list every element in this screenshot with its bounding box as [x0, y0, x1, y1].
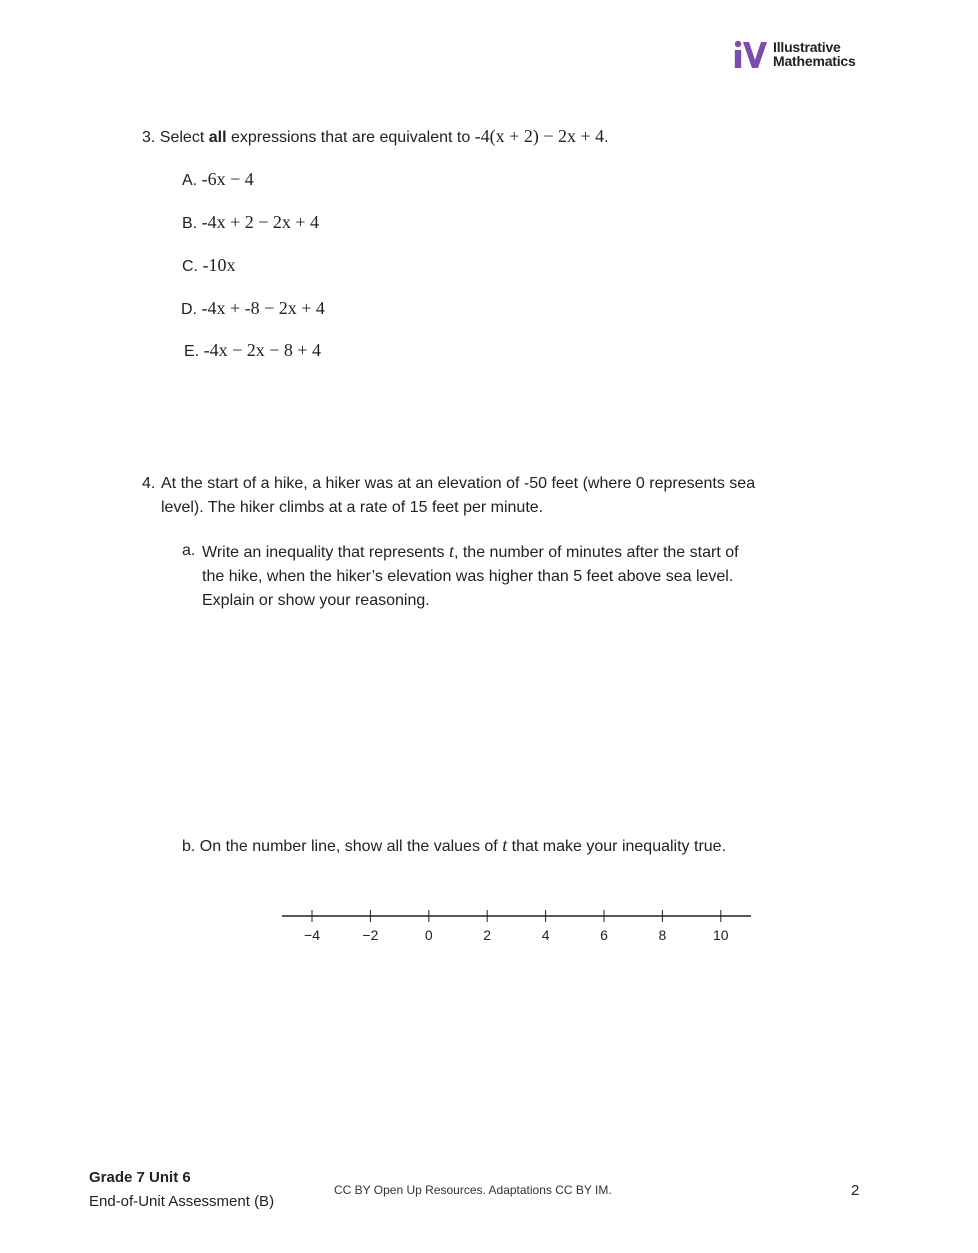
q4a-line1	[202, 539, 842, 565]
choice-expr: -6x − 4	[201, 169, 254, 189]
im-logo-mark	[733, 40, 769, 70]
number-line-tick-label: 8	[658, 927, 667, 943]
number-line-ticks	[304, 910, 729, 943]
q3-choice-d[interactable]	[181, 296, 325, 322]
q4b-letter: b.	[182, 838, 196, 855]
q3-bold-all: all	[208, 129, 227, 146]
q4a-line3: Explain or show your reasoning.	[202, 592, 430, 609]
q4-line2: level). The hiker climbs at a rate of 15 feet per minute.	[161, 499, 544, 516]
q3-suffix: expressions that are equivalent to	[230, 129, 471, 146]
logo-line2: Mathematics	[773, 53, 856, 69]
number-line-tick-label: −4	[304, 927, 320, 943]
q4a-line1-pre: Write an inequality that represents	[202, 544, 445, 561]
q4a-letter: a.	[182, 542, 196, 559]
q4-line1: At the start of a hike, a hiker was at an elevation of -50 feet (where 0 represents sea	[161, 475, 756, 492]
choice-expr: -10x	[202, 255, 236, 275]
choice-expr: -4x − 2x − 8 + 4	[203, 340, 322, 360]
q3-prefix: Select	[159, 129, 205, 146]
q3-end: .	[604, 129, 609, 146]
q4a-prompt	[202, 539, 842, 613]
number-line-tick-label: 0	[424, 927, 433, 943]
q3-choice-c[interactable]	[182, 253, 235, 279]
choice-letter: A.	[182, 172, 198, 189]
choice-expr: -4x + 2 − 2x + 4	[201, 212, 320, 232]
q4a-line2: the hike, when the hiker’s elevation was higher than 5 feet above sea level.	[202, 568, 734, 585]
im-logo	[733, 40, 873, 72]
choice-letter: E.	[184, 343, 200, 360]
q3-choice-e[interactable]	[184, 338, 321, 364]
logo-text	[773, 40, 856, 68]
footer-title: Grade 7 Unit 6	[89, 1169, 191, 1186]
number-line-tick-label: −2	[362, 927, 379, 943]
choice-letter: C.	[182, 258, 198, 275]
q3-choice-a[interactable]	[182, 167, 254, 193]
page-number: 2	[851, 1182, 860, 1199]
number-line-tick-label: 2	[483, 927, 492, 943]
q4b-post: that make your inequality true.	[511, 838, 727, 855]
choice-letter: D.	[181, 301, 197, 318]
q4a-line1-post: , the number of minutes after the start of	[453, 544, 739, 561]
logo-line1: Illustrative	[773, 39, 841, 55]
q4b-pre: On the number line, show all the values of	[199, 838, 498, 855]
q3-prompt	[142, 124, 609, 150]
number-line[interactable]	[270, 900, 770, 950]
q4-number: 4.	[142, 475, 156, 492]
number-line-tick-label: 10	[713, 927, 729, 943]
q3-choice-b[interactable]	[182, 210, 319, 236]
q3-number: 3.	[142, 129, 156, 146]
q3-expression: -4(x + 2) − 2x + 4	[474, 126, 605, 146]
q4b-var: t	[502, 835, 508, 855]
q4a-var: t	[448, 541, 454, 561]
number-line-tick-label: 6	[600, 927, 608, 943]
number-line-tick-label: 4	[541, 927, 550, 943]
footer-subtitle: End-of-Unit Assessment (B)	[89, 1193, 275, 1210]
footer-license: CC BY Open Up Resources. Adaptations CC BY IM.	[334, 1183, 612, 1197]
q4-prompt	[161, 472, 841, 520]
q4b-prompt	[182, 833, 726, 859]
choice-expr: -4x + -8 − 2x + 4	[201, 298, 325, 318]
choice-letter: B.	[182, 215, 198, 232]
